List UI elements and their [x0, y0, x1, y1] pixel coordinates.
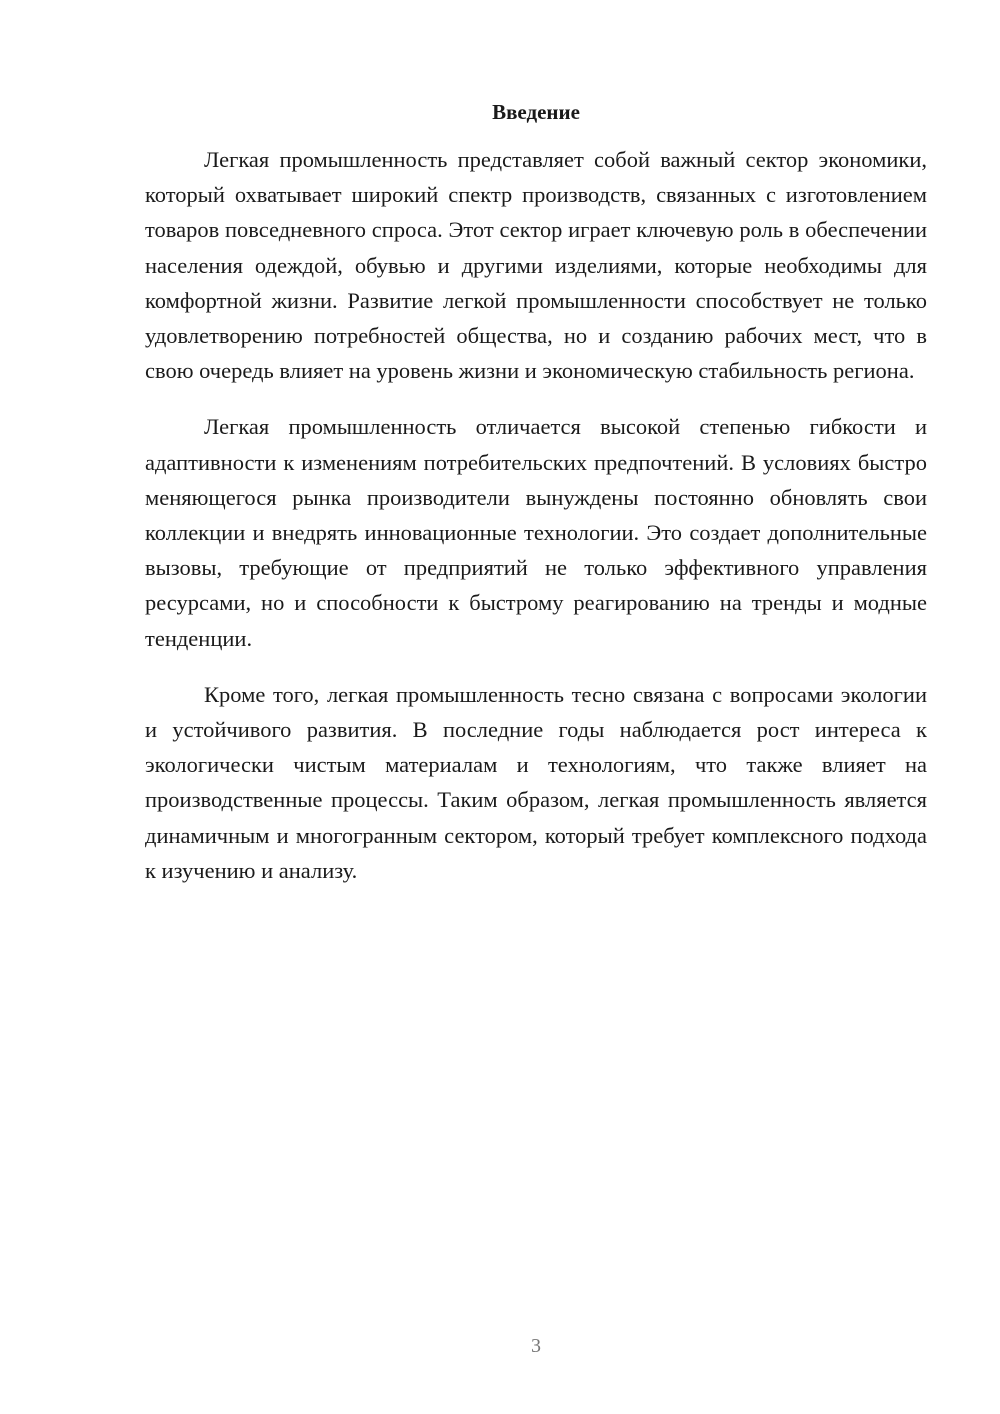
- page-number: 3: [531, 1335, 541, 1357]
- section-heading: Введение: [492, 100, 580, 124]
- paragraph-1: Легкая промышленность представляет собой важный сектор экономики, который охватывает широкий спектр производств, связанных с изготовлением товаров повседневного спроса. Этот сектор играет ключевую роль в обеспечении населения одеждой, обувью и другими изделиями, которые необходимы для комфортной жизни. Развитие легкой промышленности способствует не только удовлетворению потребностей общества, но и созданию рабочих мест, что в свою очередь влияет на уровень жизни и экономическую стабильность региона.: [145, 147, 927, 384]
- paragraph-2: Легкая промышленность отличается высокой степенью гибкости и адаптивности к изменениям потребительских предпочтений. В условиях быстро меняющегося рынка производители вынуждены постоянно обновлять свои коллекции и внедрять инновационные технологии. Это создает дополнительные вызовы, требующие от предприятий не только эффективного управления ресурсами, но и способности к быстрому реагированию на тренды и модные тенденции.: [145, 414, 927, 651]
- body-text: [145, 142, 927, 909]
- paragraph-3: Кроме того, легкая промышленность тесно связана с вопросами экологии и устойчивого развития. В последние годы наблюдается рост интереса к экологически чистым материалам и технологиям, что также влияет на производственные процессы. Таким образом, легкая промышленность является динамичным и многогранным сектором, который требует комплексного подхода к изучению и анализу.: [145, 681, 927, 883]
